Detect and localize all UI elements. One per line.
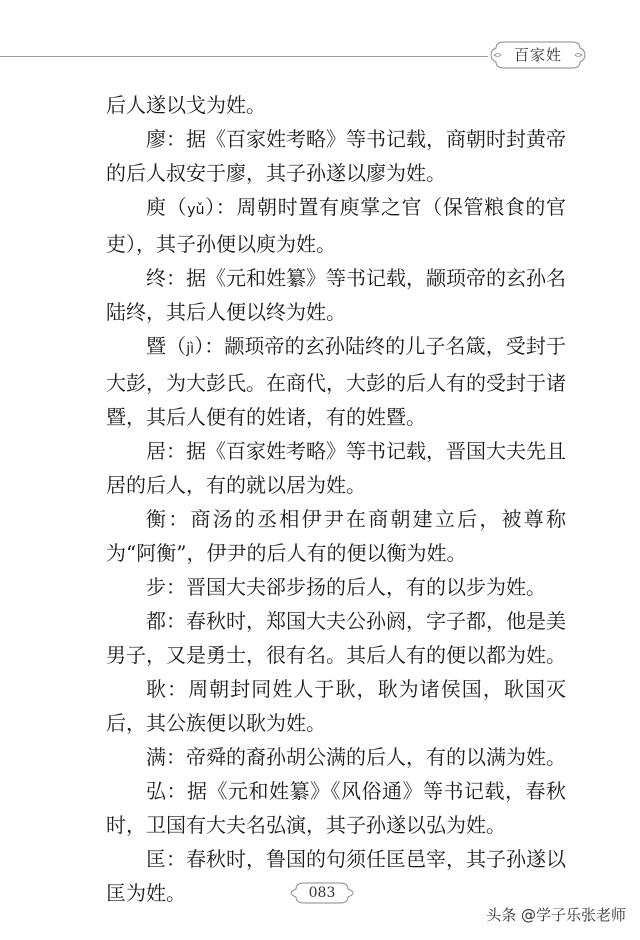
paragraph: 都：春秋时，郑国大夫公孙阏，字子都，他是美男子，又是勇士，很有名。其后人有的便以都为姓。 bbox=[106, 609, 566, 667]
paragraph: 匡：春秋时，鲁国的句须任匡邑宰，其子孙遂以匡为姓。 bbox=[106, 847, 566, 905]
paragraph: 耿：周朝封同姓人于耿，耿为诸侯国，耿国灭后，其公族便以耿为姓。 bbox=[106, 677, 566, 735]
paragraph: 满：帝舜的裔孙胡公满的后人，有的以满为姓。 bbox=[146, 745, 566, 769]
paragraph: 居：据《百家姓考略》等书记载，晋国大夫先且居的后人，有的就以居为姓。 bbox=[106, 439, 566, 497]
paragraph bbox=[106, 190, 566, 261]
paragraph: 终：据《元和姓纂》等书记载，颛顼帝的玄孙名陆终，其后人便以终为姓。 bbox=[106, 266, 566, 324]
paragraph-rest: ）：颛顼帝的玄孙陆终的儿子名箴，受封于大彭，为大彭氏。在商代，大彭的后人有的受封于诸暨，其后人便有的姓诸，有的姓暨。 bbox=[106, 334, 567, 429]
pinyin-annotation: jì bbox=[186, 341, 194, 357]
page-number-badge bbox=[290, 878, 354, 908]
paragraph: 步：晋国大夫郤步扬的后人，有的以步为姓。 bbox=[146, 575, 546, 599]
paragraph-lead: 暨（ bbox=[146, 334, 187, 358]
watermark: 头条 @学子乐张老师 bbox=[486, 906, 626, 924]
body-text bbox=[106, 88, 566, 910]
header-title: 百家姓 bbox=[513, 46, 562, 64]
header-rule bbox=[0, 56, 488, 57]
paragraph: 衡：商汤的丞相伊尹在商朝建立后，被尊称为“阿衡”，伊尹的后人有的便以衡为姓。 bbox=[106, 507, 566, 565]
pinyin-annotation: yǔ bbox=[187, 202, 205, 218]
paragraph: 弘：据《元和姓纂》《风俗通》等书记载，春秋时，卫国有大夫名弘演，其子孙遂以弘为姓。 bbox=[106, 779, 566, 837]
paragraph: 廖：据《百家姓考略》等书记载，商朝时封黄帝的后人叔安于廖，其子孙遂以廖为姓。 bbox=[106, 127, 566, 185]
paragraph bbox=[106, 329, 566, 434]
paragraph: 后人遂以戈为姓。 bbox=[106, 93, 266, 117]
page-number: 083 bbox=[308, 885, 336, 901]
paragraph-lead: 庾（ bbox=[146, 195, 188, 219]
paragraph-rest: ）：周朝时置有庾掌之官（保管粮食的官吏），其子孙便以庾为姓。 bbox=[106, 195, 567, 256]
running-header bbox=[490, 34, 586, 76]
